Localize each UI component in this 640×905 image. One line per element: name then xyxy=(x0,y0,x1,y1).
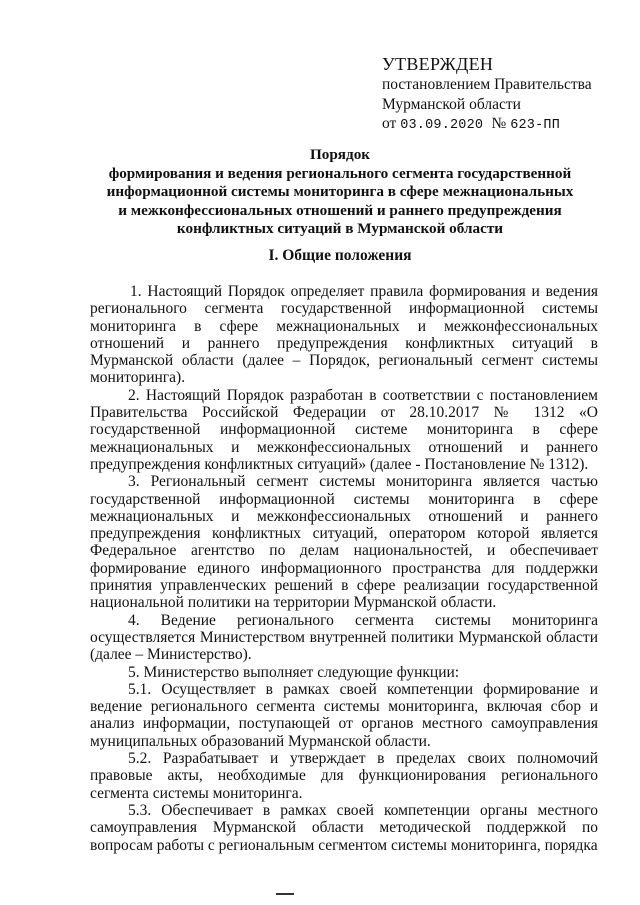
approval-heading: УТВЕРЖДЕН xyxy=(382,54,494,74)
title-line-4: и межконфессиональных отношений и раннего предупреждения xyxy=(118,201,562,219)
document-title xyxy=(60,146,620,239)
paragraph-3: 3. Региональный сегмент системы мониторинга является частью государственной информационной системы мониторинга в сфере межнациональных и межконфессиональных отношений и раннего предупреждения конфликтных ситуаций, оператором которой является Федеральное агентство по делам национальностей, и обеспечивает формирование единого информационного пространства для поддержки принятия управленческих решений в сфере реализации государственной национальной политики на территории Мурманской области. xyxy=(90,473,598,612)
title-line-3: информационной системы мониторинга в сфере межнациональных xyxy=(106,183,574,201)
section-heading: I. Общие положения xyxy=(268,247,412,264)
paragraph-5: 5. Министерство выполняет следующие функции: xyxy=(128,663,460,681)
approval-stamp xyxy=(382,54,622,136)
title-line-2: формирования и ведения регионального сегмента государственной xyxy=(108,164,572,182)
paragraph-4: 4. Ведение регионального сегмента системы мониторинга осуществляется Министерством внутренней политики Мурманской области (далее – Министерство). xyxy=(90,611,598,664)
page-footer-mark xyxy=(276,893,294,895)
paragraph-2: 2. Настоящий Порядок разработан в соответствии с постановлением Правительства Российской Федерации от 28.10.2017 № 1312 «О государственной информационной системе мониторинга в сфере межнациональных и межконфессиональных отношений и раннего предупреждения конфликтных ситуаций» (далее - Постановление № 1312). xyxy=(90,386,598,473)
approval-date-prefix: от xyxy=(382,115,397,132)
document-body xyxy=(90,283,598,854)
paragraph-1: 1. Настоящий Порядок определяет правила формирования и ведения регионального сегмента государственной информационной системы мониторинга в сфере межнациональных и межконфессиональных отношений и раннего предупреждения конфликтных ситуаций в Мурманской области (далее – Порядок, региональный сегмент системы мониторинга). xyxy=(90,283,598,387)
paragraph-5-2: 5.2. Разрабатывает и утверждает в пределах своих полномочий правовые акты, необходимые для функционирования регионального сегмента системы мониторинга. xyxy=(90,750,598,802)
approval-date: 03.09.2020 xyxy=(400,118,484,133)
approval-line-2: Мурманской области xyxy=(382,95,521,113)
approval-number-prefix: № xyxy=(491,115,507,132)
title-line-1: Порядок xyxy=(309,146,371,163)
paragraph-5-1: 5.1. Осуществляет в рамках своей компетенции формирование и ведение регионального сегмента системы мониторинга, включая сбор и анализ информации, поступающей от органов местного самоуправления муниципальных образований Мурманской области. xyxy=(90,680,598,750)
approval-date-line xyxy=(382,114,622,136)
approval-line-1: постановлением Правительства xyxy=(382,76,592,93)
title-line-5: конфликтных ситуаций в Мурманской области xyxy=(176,220,504,238)
paragraph-5-3: 5.3. Обеспечивает в рамках своей компетенции органы местного самоуправления Мурманской области методической поддержкой по вопросам работы с региональным сегментом системы мониторинга, порядка xyxy=(90,801,598,854)
approval-number: 623-ПП xyxy=(510,118,561,133)
